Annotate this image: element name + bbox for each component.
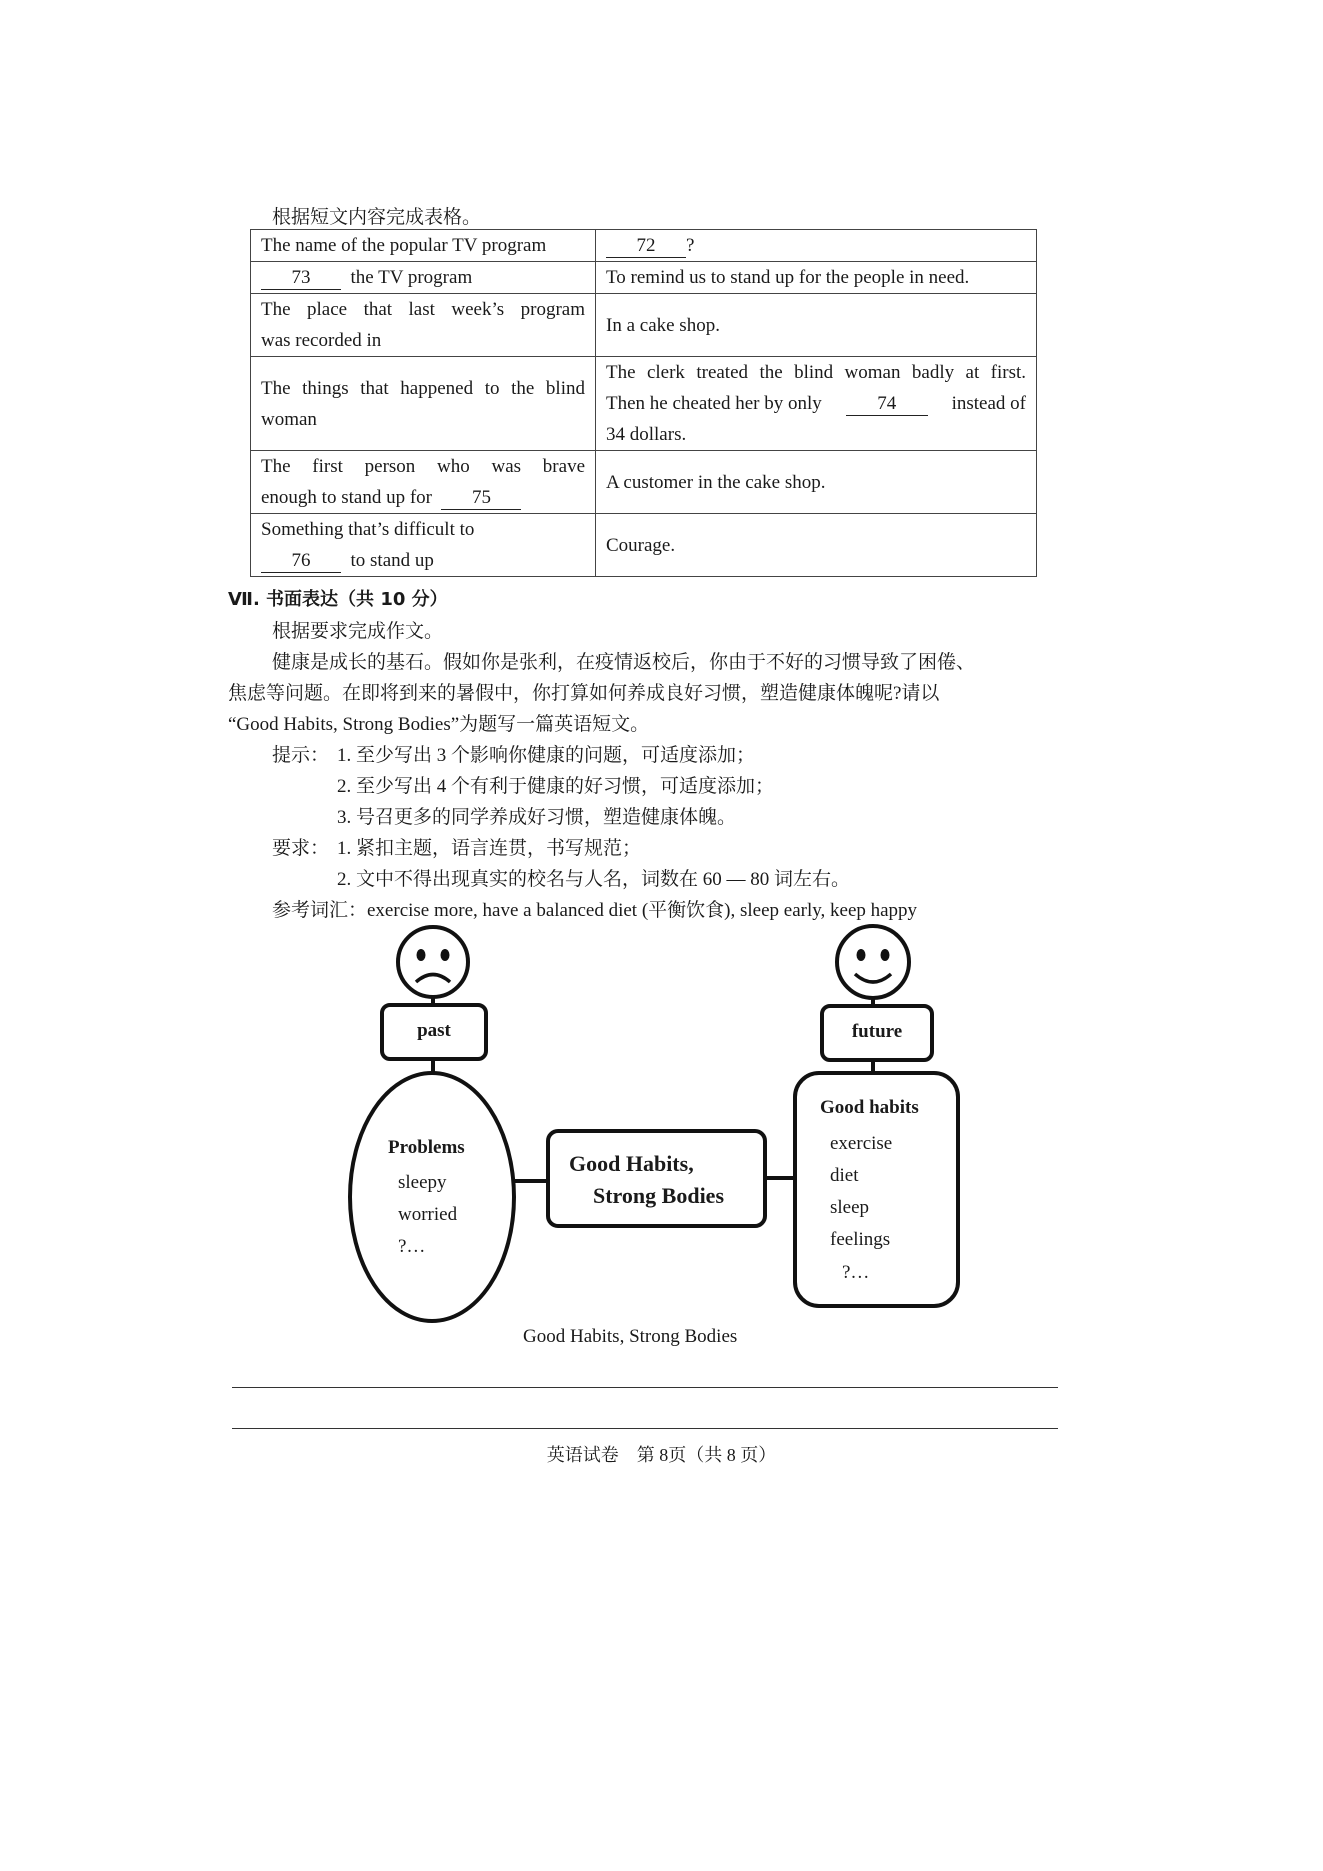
happy-face-icon [837, 926, 909, 998]
requirement-item: 1. 紧扣主题，语言连贯，书写规范； [337, 838, 642, 859]
problem-item: ?… [398, 1236, 426, 1257]
sad-face-icon [398, 927, 468, 997]
answer-blank[interactable]: 72 [606, 235, 686, 258]
answer-blank[interactable]: 75 [441, 487, 521, 510]
cell-text: The clerk treated the blind woman badly at first. [606, 362, 1026, 383]
habit-item: diet [830, 1165, 859, 1186]
cell-text: woman [261, 408, 317, 430]
section-heading: Ⅶ. 书面表达（共 10 分） [228, 589, 448, 610]
hint-item: 2. 至少写出 4 个有利于健康的好习惯，可适度添加； [337, 776, 775, 797]
cell-text: Something that’s difficult to [261, 519, 475, 540]
answer-line[interactable] [232, 1387, 1058, 1388]
cell-text: The name of the popular TV program [261, 235, 547, 256]
cell-text: The things that happened to the blind [261, 377, 585, 399]
page-footer: 英语试卷 第 8页（共 8 页） [546, 1445, 777, 1465]
cell-text: Courage. [606, 534, 676, 556]
hint-item: 1. 至少写出 3 个影响你健康的问题，可适度添加； [337, 745, 756, 766]
answer-blank[interactable]: 73 [261, 267, 341, 290]
prompt-line-1: 健康是成长的基石。假如你是张利，在疫情返校后，你由于不好的习惯导致了困倦、 [272, 652, 976, 673]
diagram-caption: Good Habits, Strong Bodies [523, 1326, 738, 1347]
cell-text: to stand up [350, 550, 434, 571]
cell-text: Then he cheated her by only [606, 393, 822, 414]
hints-label: 提示： [272, 745, 330, 766]
habit-item: feelings [830, 1229, 891, 1250]
answer-blank[interactable]: 76 [261, 550, 341, 573]
prompt-line-3: “Good Habits, Strong Bodies”为题写一篇英语短文。 [228, 714, 650, 735]
cell-text: To remind us to stand up for the people in need. [606, 267, 970, 288]
cell-text: enough to stand up for [261, 487, 432, 508]
center-title-line-2: Strong Bodies [593, 1183, 725, 1208]
problem-item: worried [398, 1204, 458, 1225]
prompt-line-2: 焦虑等问题。在即将到来的暑假中，你打算如何养成良好习惯，塑造健康体魄呢?请以 [228, 683, 940, 704]
habit-item: ?… [842, 1262, 870, 1283]
table-instruction: 根据短文内容完成表格。 [272, 207, 482, 228]
habit-item: exercise [830, 1133, 893, 1154]
cell-text: instead of [951, 393, 1026, 414]
habits-title: Good habits [820, 1097, 919, 1118]
cell-text: 34 dollars. [606, 424, 687, 445]
future-label: future [851, 1021, 903, 1042]
problem-item: sleepy [398, 1172, 447, 1193]
habit-item: sleep [830, 1197, 870, 1218]
writing-instruction: 根据要求完成作文。 [272, 621, 444, 642]
cell-text: the TV program [350, 267, 473, 288]
problems-title: Problems [388, 1137, 465, 1158]
cell-text: The place that last week’s program [261, 299, 585, 320]
cell-text: In a cake shop. [606, 314, 720, 336]
cell-text: The first person who was brave [261, 456, 585, 477]
requirements-label: 要求： [272, 838, 330, 859]
cell-text: was recorded in [261, 330, 382, 351]
hint-item: 3. 号召更多的同学养成好习惯，塑造健康体魄。 [337, 807, 737, 828]
cell-text: A customer in the cake shop. [606, 471, 826, 493]
requirement-item: 2. 文中不得出现真实的校名与人名，词数在 60 — 80 词左右。 [337, 869, 851, 890]
answer-line[interactable] [232, 1428, 1058, 1429]
answer-blank[interactable]: 74 [846, 393, 928, 416]
past-label: past [417, 1020, 451, 1041]
cell-text: ? [686, 235, 695, 256]
center-box [548, 1131, 765, 1226]
center-title-line-1: Good Habits, [569, 1151, 694, 1176]
vocabulary-line: 参考词汇：exercise more, have a balanced diet (平衡饮食), sleep early, keep happy [272, 900, 918, 921]
